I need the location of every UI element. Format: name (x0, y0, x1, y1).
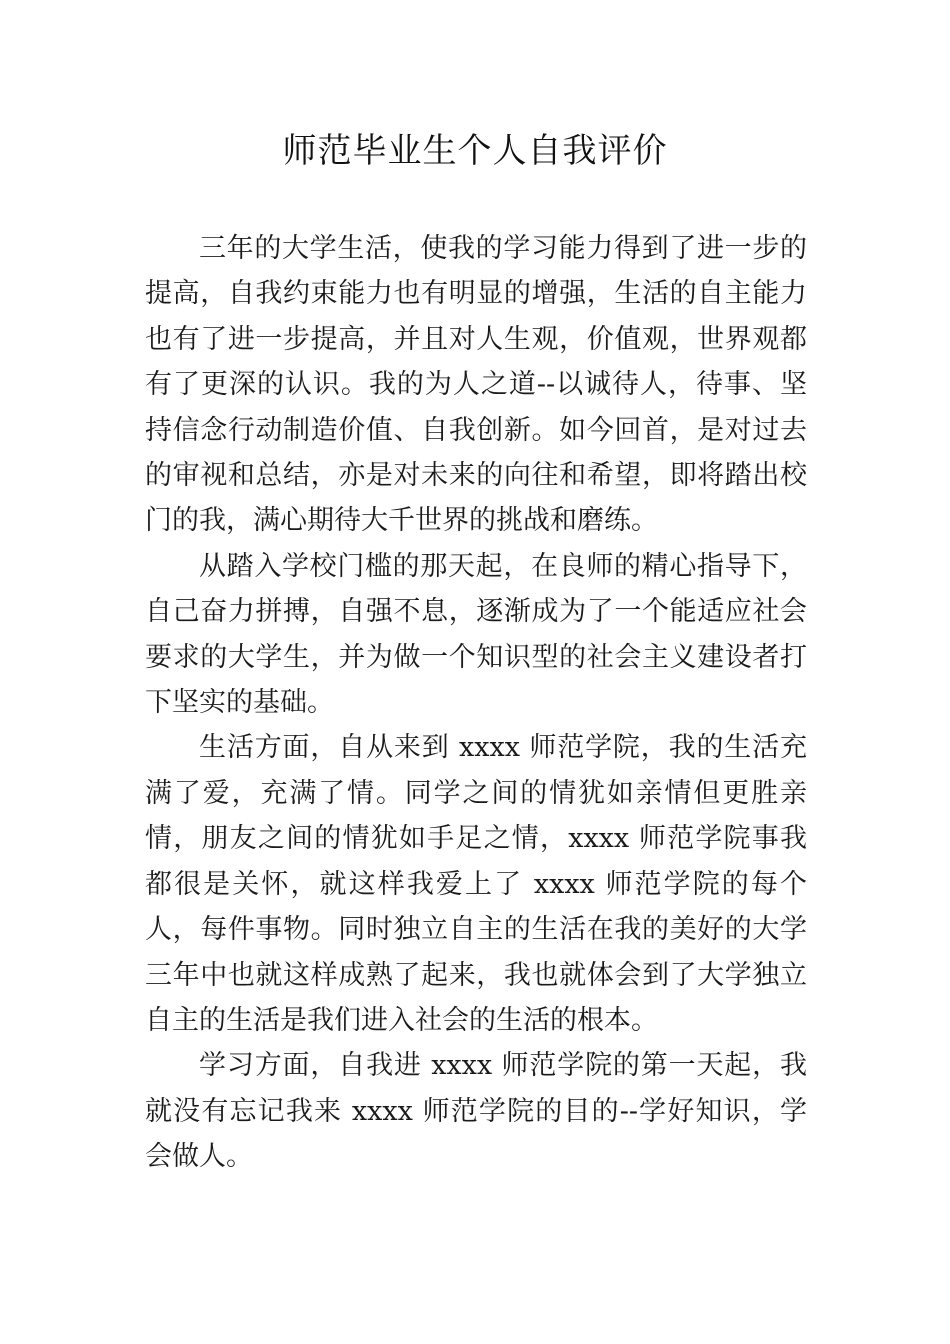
document-body (145, 226, 807, 1180)
paragraph-2: 从踏入学校门槛的那天起，在良师的精心指导下，自己奋力拼搏，自强不息，逐渐成为了一个能适应社会要求的大学生，并为做一个知识型的社会主义建设者打下坚实的基础。 (145, 550, 807, 719)
paragraph-4: 学习方面，自我进 xxxx 师范学院的第一天起，我就没有忘记我来 xxxx 师范学院的目的--学好知识，学会做人。 (145, 1050, 807, 1173)
paragraph-3: 生活方面，自从来到 xxxx 师范学院，我的生活充满了爱，充满了情。同学之间的情犹如亲情但更胜亲情，朋友之间的情犹如手足之情，xxxx 师范学院事我都很是关怀，就这样我爱上了 xxxx 师范学院的每个人，每件事物。同时独立自主的生活在我的美好的大学三年中也就这样成熟了起来，我也就体会到了大学独立自主的生活是我们进入社会的生活的根本。 (145, 732, 807, 1036)
document-title: 师范毕业生个人自我评价 (282, 131, 668, 171)
paragraph-1: 三年的大学生活，使我的学习能力得到了进一步的提高，自我约束能力也有明显的增强，生活的自主能力也有了进一步提高，并且对人生观，价值观，世界观都有了更深的认识。我的为人之道--以诚待人，待事、坚持信念行动制造价值、自我创新。如今回首，是对过去的审视和总结，亦是对未来的向往和希望，即将踏出校门的我，满心期待大千世界的挑战和磨练。 (145, 233, 807, 537)
